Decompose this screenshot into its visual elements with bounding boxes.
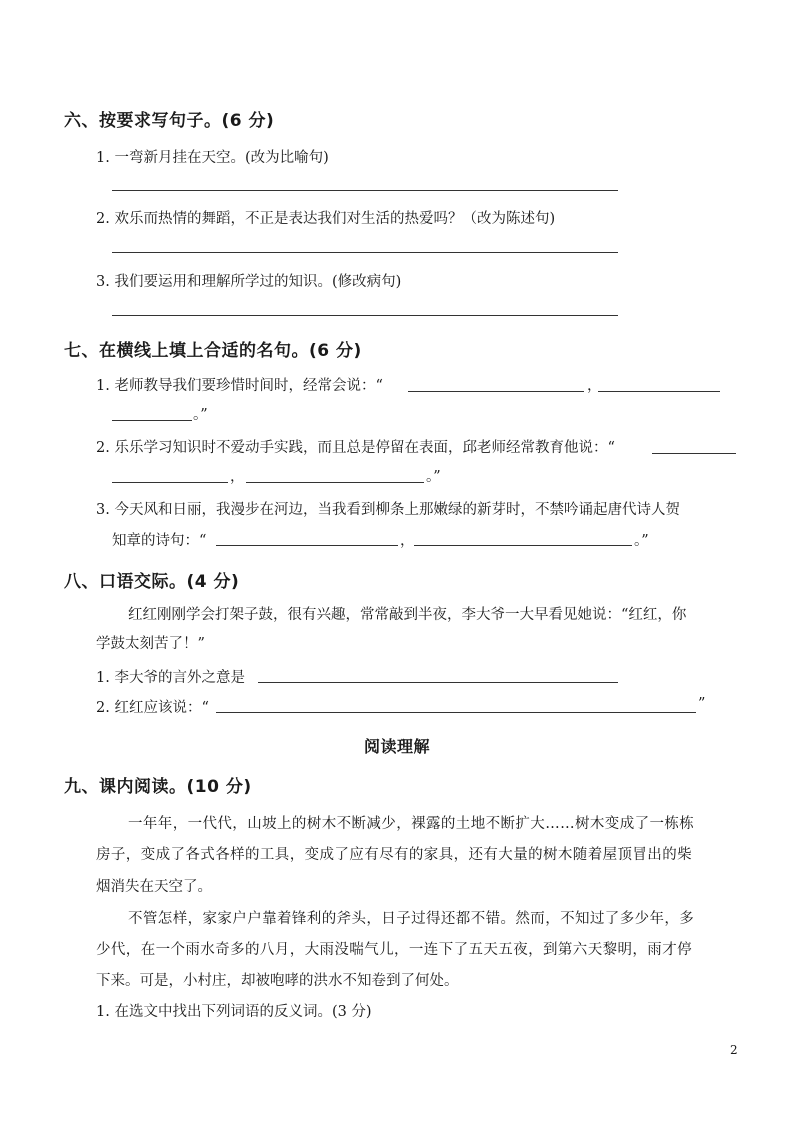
blank-line[interactable] — [414, 545, 632, 546]
passage-line: 房子，变成了各式各样的工具，变成了应有尽有的家具，还有大量的树木随着屋顶冒出的柴 — [96, 847, 692, 863]
close-quote: 。” — [193, 407, 208, 423]
passage-line: 烟消失在天空了。 — [96, 879, 212, 895]
s6-question-3: 3. 我们要运用和理解所学过的知识。(修改病句) — [96, 274, 402, 290]
s8-paragraph-line-2: 学鼓太刻苦了！” — [96, 636, 205, 652]
blank-line[interactable] — [246, 482, 424, 483]
comma: ， — [400, 533, 415, 549]
s7-question-2: 2. 乐乐学习知识时不爱动手实践，而且总是停留在表面，邱老师经常教育他说：“ — [96, 440, 615, 456]
blank-line[interactable] — [216, 545, 398, 546]
page-number: 2 — [730, 1043, 738, 1057]
passage-line: 少代，在一个雨水奇多的八月，大雨没喘气儿，一连下了五天五夜，到第六天黎明，雨才停 — [96, 942, 692, 958]
blank-line[interactable] — [112, 482, 228, 483]
s8-question-1: 1. 李大爷的言外之意是 — [96, 670, 245, 686]
answer-line[interactable] — [112, 315, 618, 316]
answer-line[interactable] — [258, 682, 618, 683]
close-quote: 。” — [426, 469, 441, 485]
s8-paragraph-line-1: 红红刚刚学会打架子鼓，很有兴趣，常常敲到半夜，李大爷一大早看见她说：“红红，你 — [128, 607, 687, 623]
s7-question-3: 3. 今天风和日丽，我漫步在河边，当我看到柳条上那嫩绿的新芽时，不禁吟诵起唐代诗人贺 — [96, 502, 680, 518]
reading-comprehension-title: 阅读理解 — [363, 737, 430, 756]
s9-question-1: 1. 在选文中找出下列词语的反义词。(3 分) — [96, 1004, 372, 1020]
answer-line[interactable] — [216, 712, 696, 713]
s6-question-2: 2. 欢乐而热情的舞蹈，不正是表达我们对生活的热爱吗？（改为陈述句) — [96, 211, 556, 227]
section-9-title: 九、课内阅读。(10 分) — [64, 777, 252, 797]
answer-line[interactable] — [112, 252, 618, 253]
section-6-title: 六、按要求写句子。(6 分) — [64, 111, 275, 131]
blank-line[interactable] — [408, 391, 584, 392]
passage-line: 下来。可是，小村庄，却被咆哮的洪水不知卷到了何处。 — [96, 973, 459, 989]
section-8-title: 八、口语交际。(4 分) — [64, 572, 240, 592]
close-quote: ” — [698, 696, 706, 712]
blank-line[interactable] — [598, 391, 720, 392]
section-7-title: 七、在横线上填上合适的名句。(6 分) — [64, 341, 362, 361]
close-quote: 。” — [634, 533, 649, 549]
s7-question-3-cont: 知章的诗句：“ — [112, 533, 207, 549]
passage-line: 一年年，一代代，山坡上的树木不断减少，裸露的土地不断扩大……树木变成了一栋栋 — [128, 816, 695, 832]
answer-line[interactable] — [112, 190, 618, 191]
s7-question-1: 1. 老师教导我们要珍惜时间时，经常会说：“ — [96, 378, 383, 394]
comma: ， — [587, 378, 602, 394]
blank-line[interactable] — [112, 420, 192, 421]
comma: ， — [230, 469, 245, 485]
blank-line[interactable] — [652, 453, 736, 454]
passage-line: 不管怎样，家家户户靠着锋利的斧头，日子过得还都不错。然而，不知过了多少年，多 — [128, 911, 695, 927]
s6-question-1: 1. 一弯新月挂在天空。(改为比喻句) — [96, 150, 329, 166]
s8-question-2: 2. 红红应该说：“ — [96, 700, 209, 716]
